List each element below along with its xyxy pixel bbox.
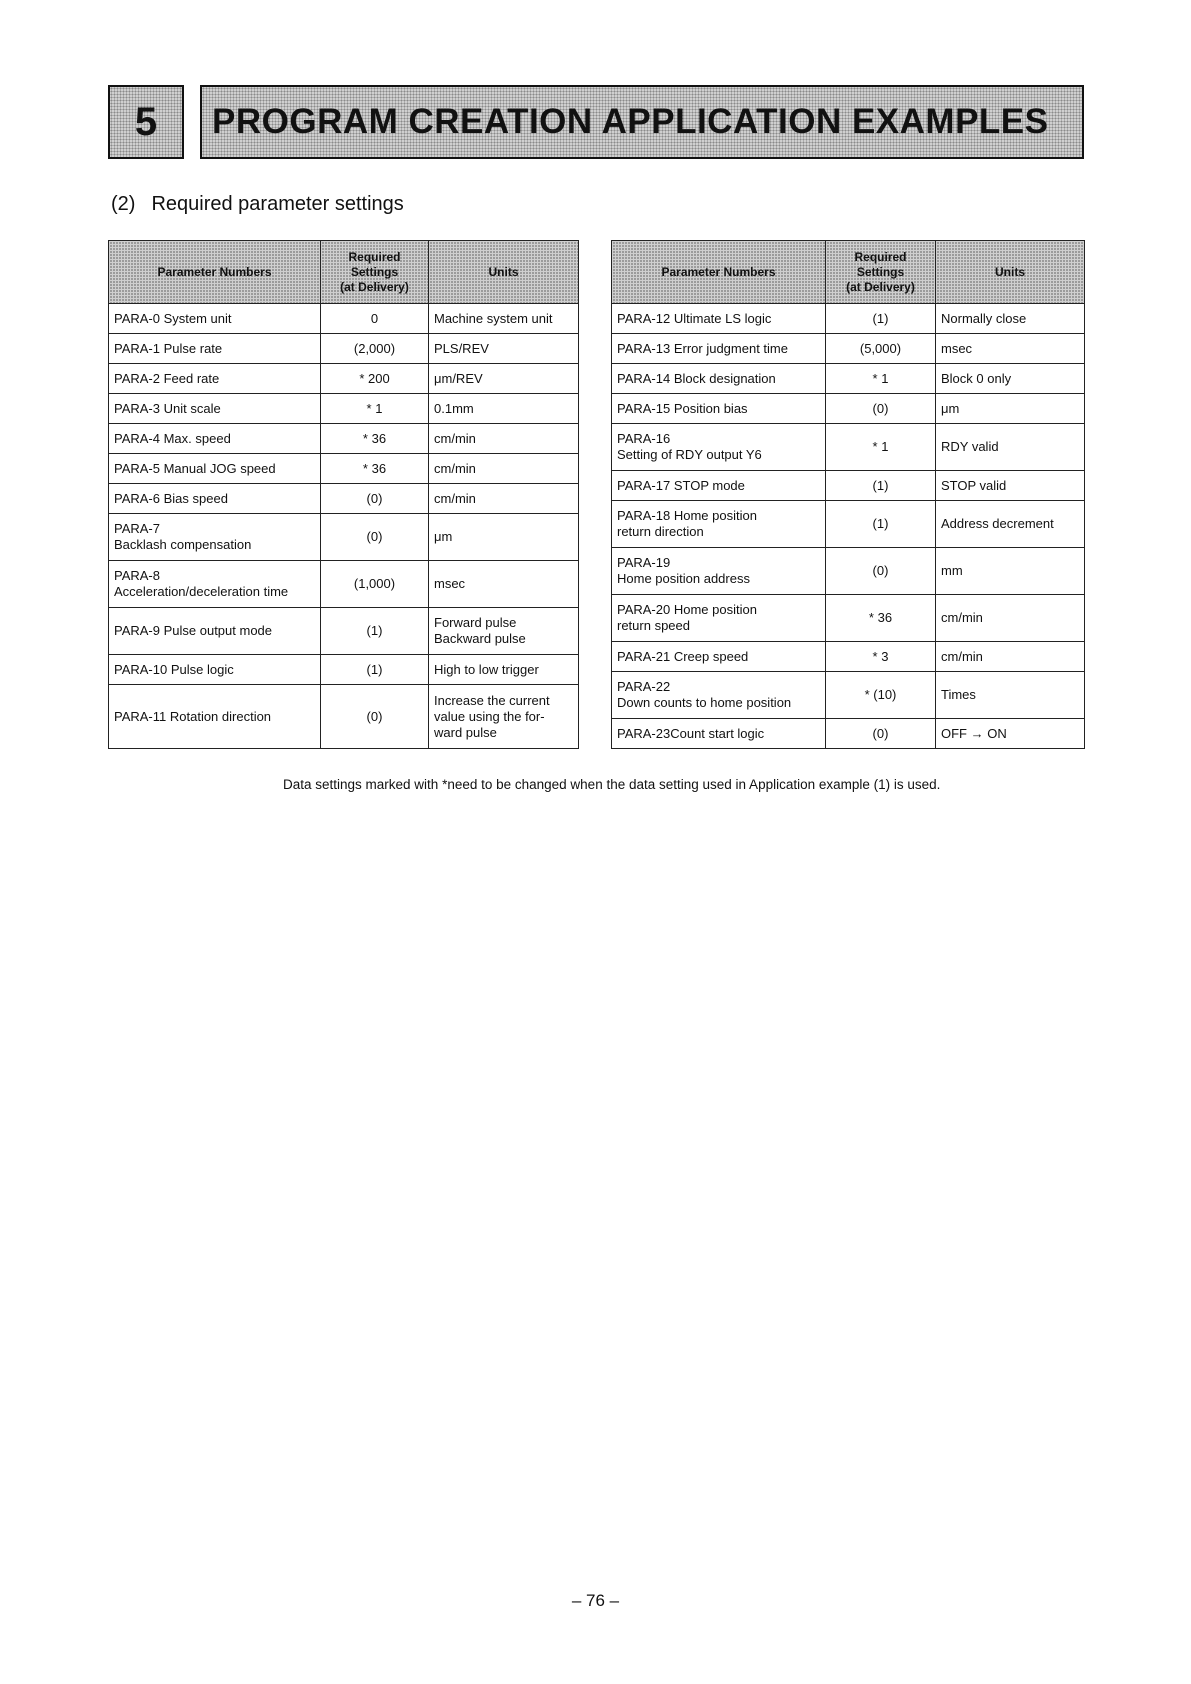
table-row [109,655,579,685]
units-cell [429,484,579,514]
units-cell-line: msec [434,576,466,591]
parameter-cell-line: PARA-2 Feed rate [114,370,220,386]
units-cell [429,514,579,561]
header-units: Units [429,241,579,304]
units-cell-line: PLS/REV [434,340,489,356]
chapter-title-box [200,85,1084,159]
table-row [109,685,579,749]
table-row [109,394,579,424]
parameter-cell [612,424,826,471]
parameter-cell-line: Home position address [617,571,750,586]
table-row [109,424,579,454]
units-cell-line: Times [941,687,976,702]
header-required-settings [321,241,429,304]
table-header-row [612,241,1085,304]
header-setting-line: Settings [350,264,399,279]
units-cell [936,364,1085,394]
header-setting-line: Required [854,249,907,264]
parameter-cell-line: PARA-9 Pulse output mode [114,623,273,638]
parameter-cell [612,364,826,394]
setting-cell: * 36 [321,424,429,454]
table-row [109,334,579,364]
parameter-cell [109,394,321,424]
parameter-cell-line: PARA-19 [617,555,671,570]
table-header-row [109,241,579,304]
setting-cell: (0) [321,685,429,749]
section-heading [111,193,404,216]
table-row [612,334,1085,364]
chapter-number-box [108,85,184,159]
units-cell [429,304,579,334]
setting-cell: (1) [321,655,429,685]
parameter-cell-line: return direction [617,524,704,539]
parameter-cell-line: PARA-18 Home position [617,508,757,523]
parameter-cell-line: PARA-1 Pulse rate [114,340,223,356]
parameter-cell [109,685,321,749]
section-number: (2) [111,193,136,215]
parameter-cell-line: PARA-14 Block designation [617,370,776,386]
parameter-cell-line: PARA-16 [617,431,671,446]
parameter-cell-line: PARA-6 Bias speed [114,490,228,506]
units-cell [936,394,1085,424]
parameter-cell-line: PARA-4 Max. speed [114,430,231,446]
setting-cell: * 200 [321,364,429,394]
parameter-cell [612,548,826,595]
parameter-cell-line: PARA-22 [617,679,671,694]
header-required-settings [826,241,936,304]
setting-cell: (1) [826,471,936,501]
parameter-cell-line: PARA-20 Home position [617,602,757,617]
parameter-cell [109,424,321,454]
parameter-cell [109,608,321,655]
units-cell [936,501,1085,548]
parameter-cell [612,394,826,424]
header-units: Units [936,241,1085,304]
setting-cell: * 1 [321,394,429,424]
setting-cell: * 36 [321,454,429,484]
units-cell-line: cm/min [941,610,983,625]
setting-cell: * (10) [826,672,936,719]
parameter-cell-line: PARA-12 Ultimate LS logic [617,310,772,326]
parameter-cell-line: PARA-17 STOP mode [617,477,745,493]
units-cell [429,334,579,364]
units-cell [429,454,579,484]
table-row [612,364,1085,394]
setting-cell: * 1 [826,424,936,471]
setting-cell: (0) [826,548,936,595]
units-cell [429,424,579,454]
setting-cell: (0) [321,514,429,561]
parameter-cell-line: PARA-8 [114,568,160,583]
section-title: Required parameter settings [151,193,404,215]
table-row [612,424,1085,471]
units-cell [936,424,1085,471]
parameter-cell [109,334,321,364]
setting-cell: (1) [826,304,936,334]
parameter-cell-line: PARA-5 Manual JOG speed [114,460,276,476]
table-row [612,672,1085,719]
parameter-cell [109,304,321,334]
table-row [109,484,579,514]
setting-cell: (1) [826,501,936,548]
parameter-cell [612,501,826,548]
parameter-cell [612,334,826,364]
table-row [612,642,1085,672]
table-row [109,561,579,608]
parameter-cell [109,514,321,561]
parameter-cell-line: Setting of RDY output Y6 [617,447,762,462]
units-cell [429,561,579,608]
left-parameter-table [108,240,579,749]
parameter-cell-line: return speed [617,618,690,633]
units-cell-line: Backward pulse [434,631,526,646]
units-cell [936,548,1085,595]
parameter-cell [109,561,321,608]
parameter-cell-line: Down counts to home position [617,695,792,710]
left-table-body [109,304,579,749]
table-row [612,471,1085,501]
parameter-cell-line: PARA-15 Position bias [617,400,748,416]
units-cell-line: High to low trigger [434,661,539,677]
parameter-cell [109,484,321,514]
units-cell-line: ward pulse [434,724,497,740]
units-cell-line: μm/REV [434,370,483,386]
setting-cell: * 1 [826,364,936,394]
units-cell-line: value using the for- [434,708,545,724]
setting-cell: * 36 [826,595,936,642]
parameter-cell-line: PARA-3 Unit scale [114,400,221,416]
table-row [109,364,579,394]
table-row [109,514,579,561]
units-cell-line: cm/min [434,460,476,476]
units-cell-line: μm [941,400,960,416]
units-cell [936,595,1085,642]
units-cell-line: OFF → ON [941,725,1007,741]
units-cell-line: RDY valid [941,439,999,454]
setting-cell: (1,000) [321,561,429,608]
parameter-cell-line: PARA-7 [114,521,160,536]
table-row [612,719,1085,749]
units-cell-line: mm [941,563,963,578]
units-cell-line: Increase the current [434,692,550,708]
parameter-cell [612,304,826,334]
parameter-cell-line: PARA-13 Error judgment time [617,340,788,356]
header-setting-line: Settings [856,264,905,279]
table-row [109,304,579,334]
setting-cell: (0) [826,719,936,749]
table-row [109,454,579,484]
parameter-cell-line: PARA-10 Pulse logic [114,661,234,677]
header-parameter-numbers: Parameter Numbers [109,241,321,304]
parameter-cell-line: PARA-21 Creep speed [617,648,749,664]
parameter-cell [109,655,321,685]
units-cell [429,655,579,685]
header-parameter-numbers: Parameter Numbers [612,241,826,304]
units-cell-line: cm/min [941,648,983,664]
parameter-cell [612,471,826,501]
setting-cell: 0 [321,304,429,334]
parameter-cell-line: PARA-0 System unit [114,310,232,326]
units-cell [936,471,1085,501]
units-cell-line: Forward pulse [434,615,517,630]
units-cell-line: msec [941,340,973,356]
setting-cell: (1) [321,608,429,655]
chapter-number: 5 [134,99,158,144]
setting-cell: (0) [321,484,429,514]
units-cell-line: Block 0 only [941,370,1012,386]
parameter-cell [612,672,826,719]
units-cell-line: cm/min [434,430,476,446]
parameter-cell [612,719,826,749]
parameter-cell-line: PARA-11 Rotation direction [114,708,272,724]
footnote: Data settings marked with *need to be changed when the data setting used in Application example (1) is used. [283,777,941,792]
parameter-cell [612,595,826,642]
units-cell-line: STOP valid [941,477,1007,493]
units-cell-line: Address decrement [941,516,1054,531]
setting-cell: * 3 [826,642,936,672]
units-cell-line: Machine system unit [434,310,553,326]
units-cell [429,685,579,749]
table-row [612,595,1085,642]
parameter-cell-line: Acceleration/deceleration time [114,584,289,599]
units-cell-line: cm/min [434,490,476,506]
parameter-cell [612,642,826,672]
units-cell [429,394,579,424]
parameter-cell-line: Backlash compensation [114,537,252,552]
table-row [612,304,1085,334]
units-cell [429,608,579,655]
right-table-body [612,304,1085,749]
units-cell-line: 0.1mm [434,400,474,416]
table-row [612,394,1085,424]
units-cell-line: Normally close [941,310,1027,326]
units-cell [429,364,579,394]
parameter-cell [109,454,321,484]
setting-cell: (2,000) [321,334,429,364]
table-row [109,608,579,655]
table-row [612,548,1085,595]
setting-cell: (0) [826,394,936,424]
header-setting-line: (at Delivery) [846,279,915,294]
units-cell [936,334,1085,364]
units-cell-line: μm [434,529,453,544]
units-cell [936,719,1085,749]
header-setting-line: (at Delivery) [340,279,409,294]
chapter-title: PROGRAM CREATION APPLICATION EXAMPLES [212,102,1049,141]
units-cell [936,642,1085,672]
units-cell [936,672,1085,719]
units-cell [936,304,1085,334]
table-row [612,501,1085,548]
parameter-cell-line: PARA-23Count start logic [617,725,765,741]
page-number: – 76 – [571,1591,620,1610]
right-parameter-table [611,240,1085,749]
header-setting-line: Required [348,249,401,264]
setting-cell: (5,000) [826,334,936,364]
parameter-cell [109,364,321,394]
